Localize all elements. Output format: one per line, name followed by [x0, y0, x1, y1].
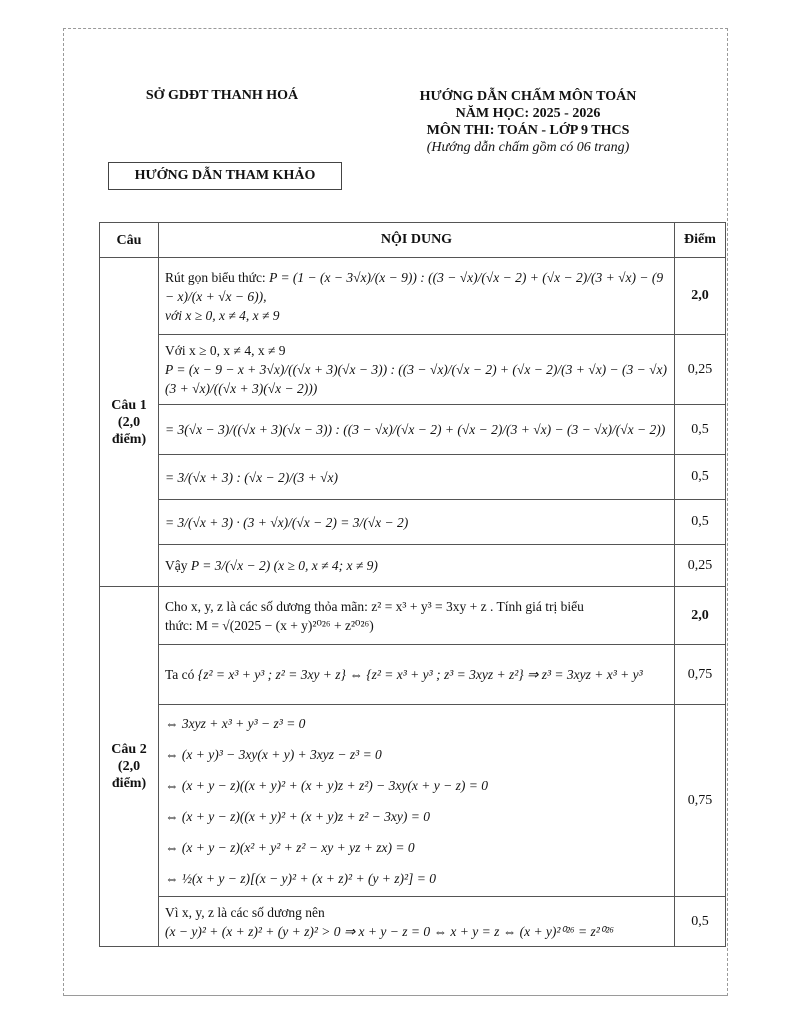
- department-name: SỞ GDĐT THANH HOÁ: [145, 88, 299, 103]
- q1-prompt-row: [100, 258, 726, 335]
- q2-step-3-score: 0,5: [675, 897, 726, 947]
- q1-step-1-score: 0,25: [675, 335, 726, 405]
- step-formula-line: ⇔ ½(x + y − z)[(x − y)² + (x + z)² + (y + z)²] = 0: [165, 870, 436, 886]
- step-text: Ta có: [165, 667, 195, 682]
- grading-table: [99, 222, 726, 947]
- page-count-note: (Hướng dẫn chấm gồm có 06 trang): [426, 140, 630, 155]
- heading-title: HƯỚNG DẪN CHẤM MÔN TOÁN: [419, 89, 637, 104]
- step-formula: {z² = x³ + y³ ; z² = 3xy + z} ⇔ {z² = x³ + y³ ; z³ = 3xyz + z²} ⇒ z³ = 3xyz + x³ + y³: [197, 667, 643, 682]
- step-formula-line: ⇔ (x + y − z)((x + y)² + (x + y)z + z² − 3xy) = 0: [165, 808, 431, 824]
- exam-subject: MÔN THI: TOÁN - LỚP 9 THCS: [426, 123, 630, 138]
- q1-label-line: điểm): [111, 431, 147, 447]
- step-formula-line: ⇔ (x + y − z)((x + y)² + (x + y)z + z²) − 3xy(x + y − z) = 0: [165, 777, 488, 793]
- header-noi-dung: NỘI DUNG: [159, 223, 675, 258]
- q1-label-line: Câu 1: [111, 397, 147, 413]
- step-formula: = 3(√x − 3)/((√x + 3)(√x − 3)) : ((3 − √x)/(√x − 2) + (√x − 2)/(3 + √x) − (3 − √x)/(√x − 2)): [165, 422, 666, 437]
- q1-step-4: [159, 500, 675, 545]
- q1-step-5-score: 0,25: [675, 545, 726, 587]
- q1-step-row: [100, 455, 726, 500]
- school-year: NĂM HỌC: 2025 - 2026: [455, 106, 601, 121]
- q1-prompt-text: Rút gọn biểu thức:: [165, 269, 266, 285]
- q2-step-row: [100, 705, 726, 897]
- q1-step-5: [159, 545, 675, 587]
- step-formula: P = 3/(√x − 2) (x ≥ 0, x ≠ 4; x ≠ 9): [190, 558, 378, 573]
- document-heading: [392, 88, 664, 156]
- header-cau: Câu: [100, 223, 159, 258]
- step-text: Vậy: [165, 558, 188, 573]
- step-formula: = 3/(√x + 3) · (3 + √x)/(√x − 2) = 3/(√x − 2): [165, 514, 409, 530]
- q2-total-score: 2,0: [675, 587, 726, 645]
- q1-step-row: [100, 335, 726, 405]
- step-formula: = 3/(√x + 3) : (√x − 2)/(3 + √x): [165, 469, 338, 485]
- q2-label-line: Câu 2: [111, 742, 147, 757]
- q1-step-4-score: 0,5: [675, 500, 726, 545]
- header-diem: Điểm: [675, 223, 726, 258]
- q1-step-3-score: 0,5: [675, 455, 726, 500]
- q1-step-3: [159, 455, 675, 500]
- q2-label-line: (2,0: [117, 759, 141, 774]
- q2-prompt-line: Cho x, y, z là các số dương thỏa mãn: z² = x³ + y³ = 3xy + z . Tính giá trị biểu: [165, 598, 584, 614]
- step-formula-line: ⇔ 3xyz + x³ + y³ − z³ = 0: [165, 715, 306, 731]
- q2-label: [100, 587, 159, 947]
- q2-step-2-score: 0,75: [675, 705, 726, 897]
- q2-step-row: [100, 645, 726, 705]
- q1-step-row: [100, 500, 726, 545]
- q2-step-row: [100, 897, 726, 947]
- reference-label-box: HƯỚNG DẪN THAM KHẢO: [108, 162, 342, 190]
- step-text: Với x ≥ 0, x ≠ 4, x ≠ 9: [165, 343, 286, 358]
- table-header-row: [100, 223, 726, 258]
- step-formula-line: ⇔ (x + y)³ − 3xy(x + y) + 3xyz − z³ = 0: [165, 746, 382, 762]
- step-formula: (x − y)² + (x + z)² + (y + z)² > 0 ⇒ x + y − z = 0 ⇔ x + y = z ⇔ (x + y)²⁰²⁶ = z²⁰²⁶: [165, 923, 614, 939]
- q1-step-2: [159, 405, 675, 455]
- q1-step-row: [100, 405, 726, 455]
- q1-label: [100, 258, 159, 587]
- q1-total-score: 2,0: [675, 258, 726, 335]
- q1-prompt: [159, 258, 675, 335]
- q1-step-1: [159, 335, 675, 405]
- step-text: Vì x, y, z là các số dương nên: [165, 904, 325, 920]
- q1-step-2-score: 0,5: [675, 405, 726, 455]
- q2-prompt-line: thức: M = √(2025 − (x + y)²⁰²⁶ + z²⁰²⁶): [165, 617, 374, 633]
- q2-step-2: [159, 705, 675, 897]
- step-formula-line: ⇔ (x + y − z)(x² + y² + z² − xy + yz + zx) = 0: [165, 839, 415, 855]
- step-formula: P = (x − 9 − x + 3√x)/((√x + 3)(√x − 3)) : ((3 − √x)/(√x − 2) + (√x − 2)/(3 + √x) − (3 − √x)(3 + √x)/((√x + 3)(√x − 2))): [165, 362, 668, 396]
- q2-label-line: điểm): [111, 776, 147, 791]
- q2-prompt: [159, 587, 675, 645]
- q2-step-1-score: 0,75: [675, 645, 726, 705]
- q2-step-3: [159, 897, 675, 947]
- q2-prompt-row: [100, 587, 726, 645]
- q2-step-1: [159, 645, 675, 705]
- q1-prompt-formula: P = (1 − (x − 3√x)/(x − 9)) : ((3 − √x)/(√x − 2) + (√x − 2)/(3 + √x) − (9 − x)/(x + √x − 6)),: [165, 269, 664, 304]
- q1-step-row: [100, 545, 726, 587]
- q1-prompt-condition: với x ≥ 0, x ≠ 4, x ≠ 9: [165, 307, 280, 323]
- q1-label-line: (2,0: [117, 414, 141, 430]
